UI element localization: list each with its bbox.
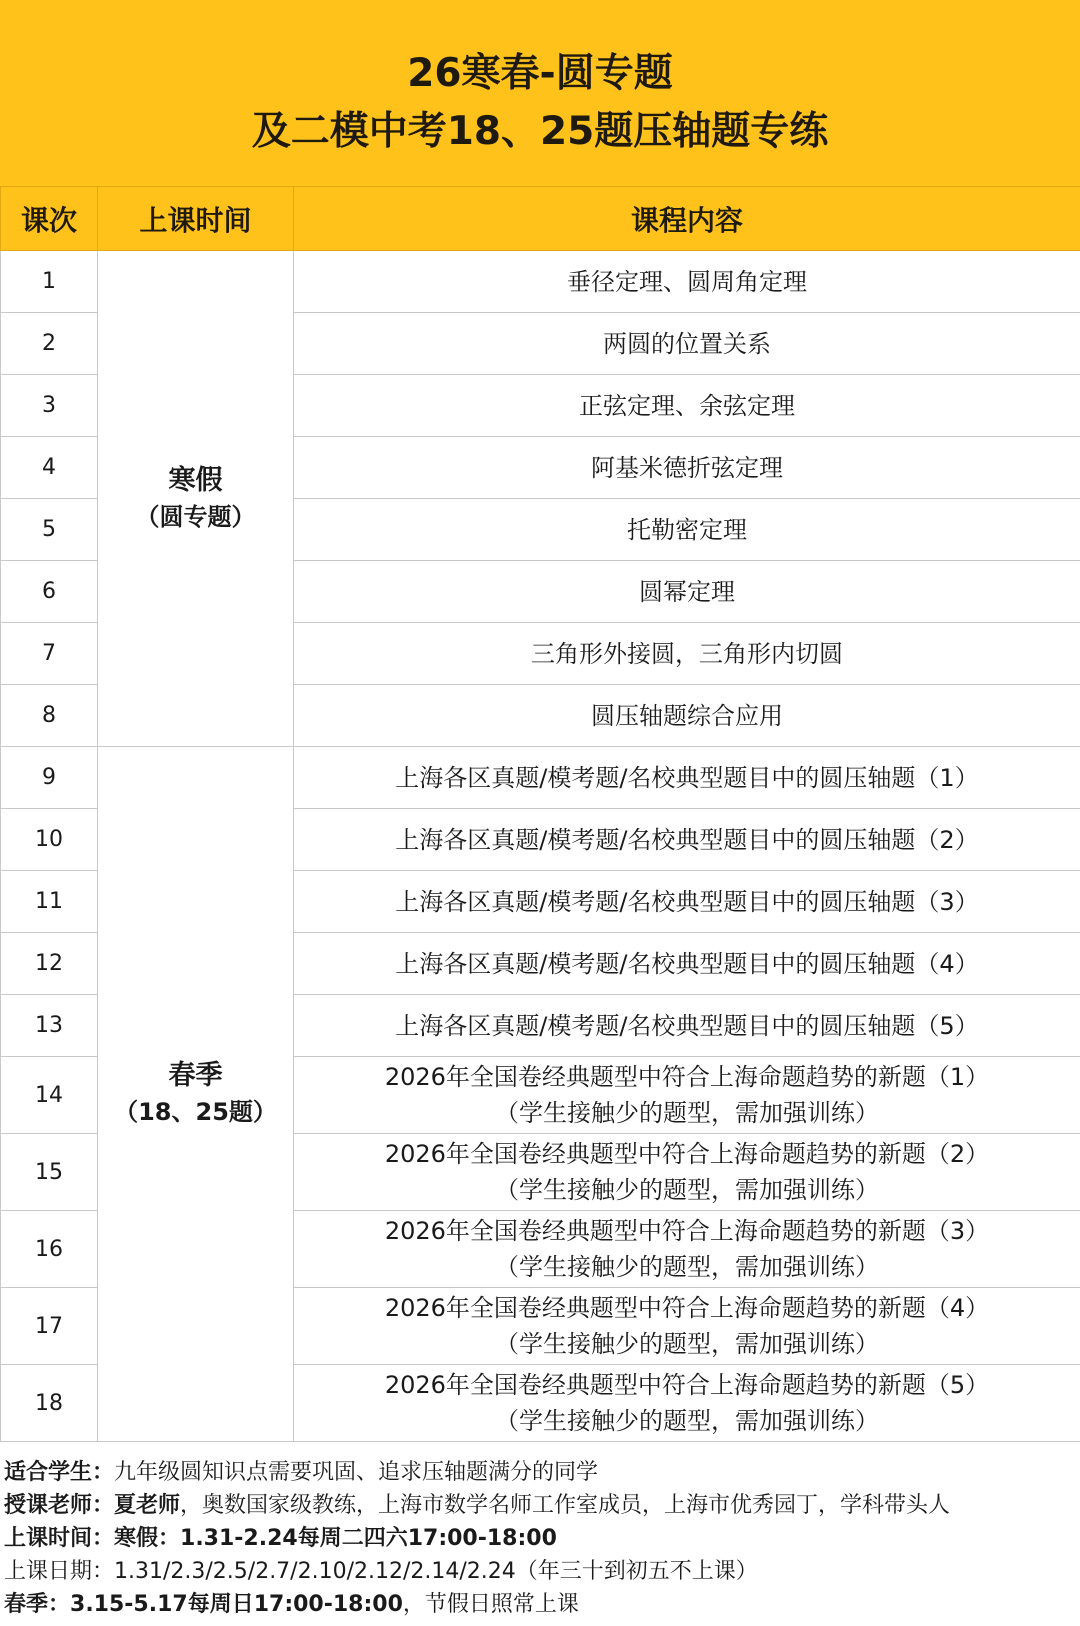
page-subtitle: 及二模中考18、25题压轴题专练 — [251, 109, 829, 154]
info-note: ，节假日照常上课 — [402, 1592, 579, 1617]
lesson-content: 上海各区真题/模考题/名校典型题目中的圆压轴题（2） — [294, 809, 1080, 871]
lesson-number: 1 — [1, 251, 98, 313]
period-sub: （18、25题） — [114, 1098, 277, 1126]
period-spring — [98, 747, 294, 1442]
lesson-number: 17 — [1, 1288, 98, 1365]
lesson-number: 13 — [1, 995, 98, 1057]
info-label: 授课老师： — [4, 1493, 115, 1518]
teacher-name: 夏老师 — [114, 1493, 181, 1518]
table-row — [1, 747, 1080, 809]
lesson-number: 11 — [1, 871, 98, 933]
period-name: 春季 — [168, 1060, 223, 1091]
lesson-number: 12 — [1, 933, 98, 995]
lesson-content-note: （学生接触少的题型，需加强训练） — [495, 1330, 879, 1358]
lesson-content: 两圆的位置关系 — [294, 313, 1080, 375]
info-time — [4, 1522, 1076, 1555]
lesson-number: 10 — [1, 809, 98, 871]
lesson-content-note: （学生接触少的题型，需加强训练） — [495, 1253, 879, 1281]
lesson-number: 9 — [1, 747, 98, 809]
info-label: 春季： — [4, 1592, 71, 1617]
info-label: 上课时间： — [4, 1526, 115, 1551]
info-text: 寒假：1.31-2.24每周二四六17:00-18:00 — [114, 1526, 557, 1551]
lesson-content: 阿基米德折弦定理 — [294, 437, 1080, 499]
lesson-number: 2 — [1, 313, 98, 375]
lesson-number: 18 — [1, 1365, 98, 1442]
lesson-number: 6 — [1, 561, 98, 623]
lesson-content: 上海各区真题/模考题/名校典型题目中的圆压轴题（1） — [294, 747, 1080, 809]
info-spring — [4, 1588, 1076, 1621]
info-text: 九年级圆知识点需要巩固、追求压轴题满分的同学 — [114, 1460, 599, 1485]
lesson-content: 上海各区真题/模考题/名校典型题目中的圆压轴题（4） — [294, 933, 1080, 995]
period-winter — [98, 251, 294, 747]
lesson-content: 圆压轴题综合应用 — [294, 685, 1080, 747]
lesson-content-line: 2026年全国卷经典题型中符合上海命题趋势的新题（3） — [384, 1217, 990, 1245]
info-text: 3.15-5.17每周日17:00-18:00 — [70, 1592, 403, 1617]
lesson-content — [294, 1057, 1080, 1134]
lesson-content: 垂径定理、圆周角定理 — [294, 251, 1080, 313]
lesson-content: 正弦定理、余弦定理 — [294, 375, 1080, 437]
info-dates: 上课日期：1.31/2.3/2.5/2.7/2.10/2.12/2.14/2.24（年三十到初五不上课） — [4, 1559, 758, 1584]
info-teacher — [4, 1489, 1076, 1522]
lesson-content-line: 2026年全国卷经典题型中符合上海命题趋势的新题（4） — [384, 1294, 990, 1322]
lesson-number: 16 — [1, 1211, 98, 1288]
info-text: ，奥数国家级教练，上海市数学名师工作室成员，上海市优秀园丁，学科带头人 — [180, 1493, 951, 1518]
info-students — [4, 1456, 1076, 1489]
lesson-content-note: （学生接触少的题型，需加强训练） — [495, 1407, 879, 1435]
lesson-content: 圆幂定理 — [294, 561, 1080, 623]
lesson-number: 3 — [1, 375, 98, 437]
table-header-row — [1, 187, 1080, 251]
column-header-content: 课程内容 — [294, 187, 1080, 251]
column-header-time: 上课时间 — [98, 187, 294, 251]
lesson-content — [294, 1134, 1080, 1211]
period-sub: （圆专题） — [135, 502, 256, 531]
lesson-number: 5 — [1, 499, 98, 561]
lesson-content: 上海各区真题/模考题/名校典型题目中的圆压轴题（5） — [294, 995, 1080, 1057]
lesson-content-line: 2026年全国卷经典题型中符合上海命题趋势的新题（2） — [384, 1140, 990, 1168]
page-title: 26寒春-圆专题 — [407, 51, 673, 96]
lesson-number: 4 — [1, 437, 98, 499]
lesson-number: 7 — [1, 623, 98, 685]
info-label: 适合学生： — [4, 1460, 115, 1485]
lesson-content-note: （学生接触少的题型，需加强训练） — [495, 1099, 879, 1127]
page-header — [0, 0, 1080, 186]
schedule-table — [0, 186, 1080, 1442]
lesson-content — [294, 1211, 1080, 1288]
lesson-content: 托勒密定理 — [294, 499, 1080, 561]
lesson-content-line: 2026年全国卷经典题型中符合上海命题趋势的新题（1） — [384, 1063, 990, 1091]
lesson-content — [294, 1288, 1080, 1365]
lesson-content: 三角形外接圆，三角形内切圆 — [294, 623, 1080, 685]
lesson-number: 15 — [1, 1134, 98, 1211]
lesson-content — [294, 1365, 1080, 1442]
table-row — [1, 251, 1080, 313]
lesson-content: 上海各区真题/模考题/名校典型题目中的圆压轴题（3） — [294, 871, 1080, 933]
column-header-lesson: 课次 — [1, 187, 98, 251]
lesson-number: 14 — [1, 1057, 98, 1134]
lesson-content-note: （学生接触少的题型，需加强训练） — [495, 1176, 879, 1204]
lesson-number: 8 — [1, 685, 98, 747]
lesson-content-line: 2026年全国卷经典题型中符合上海命题趋势的新题（5） — [384, 1371, 990, 1399]
course-info — [4, 1456, 1076, 1621]
period-name: 寒假 — [168, 464, 223, 496]
